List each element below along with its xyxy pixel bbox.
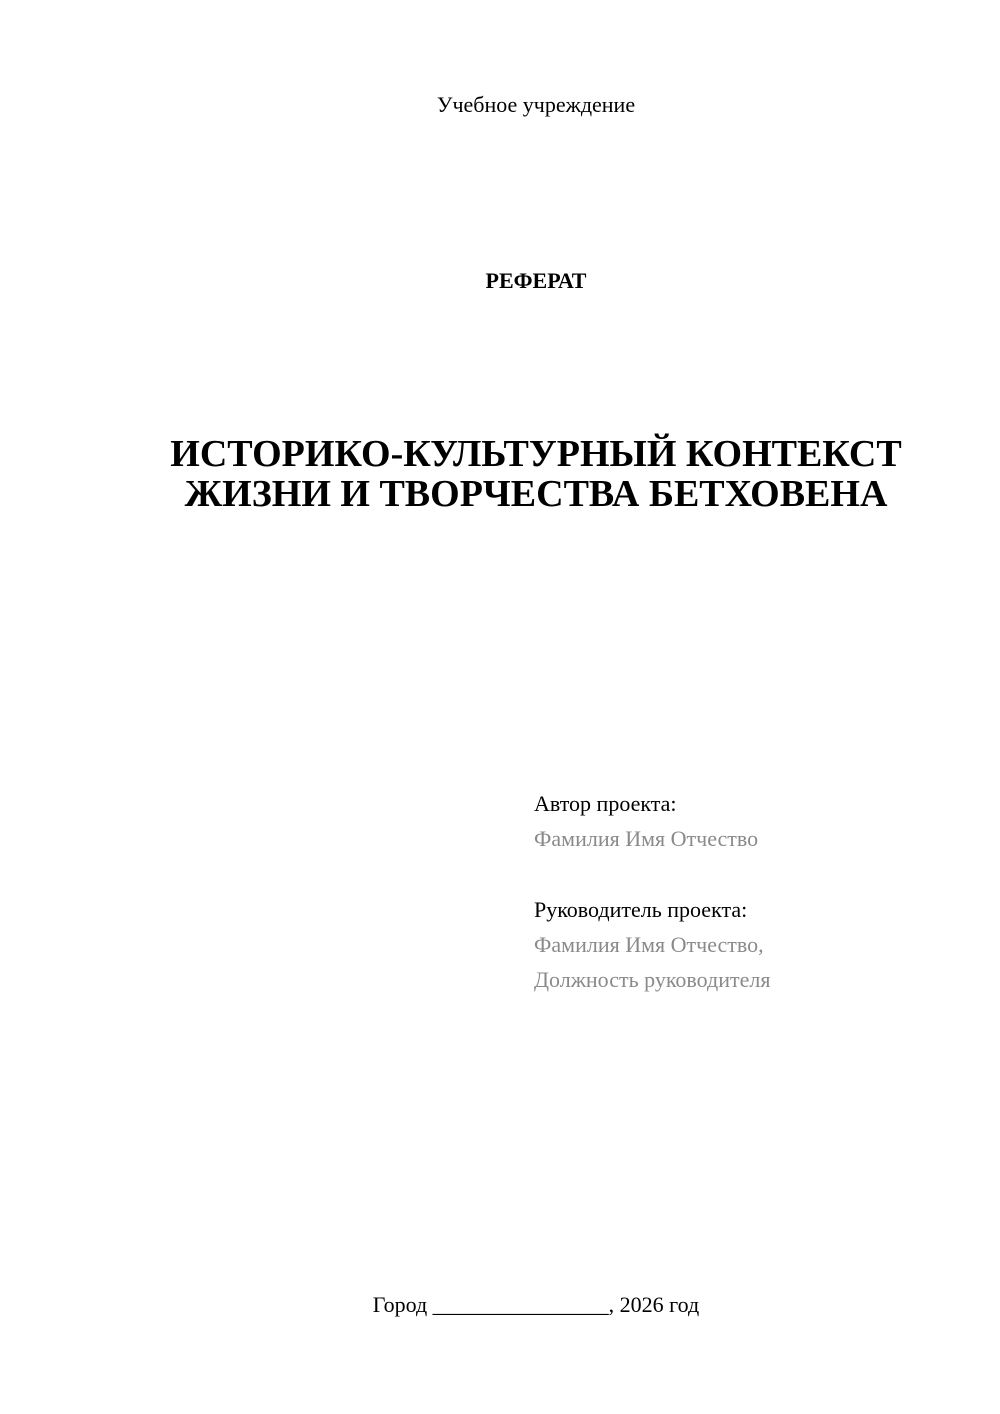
document-title-line-2: ЖИЗНИ И ТВОРЧЕСТВА БЕТХОВЕНА xyxy=(184,473,888,515)
supervisor-name-placeholder: Фамилия Имя Отчество, xyxy=(534,932,764,957)
supervisor-label: Руководитель проекта: xyxy=(534,897,748,922)
document-type-label: РЕФЕРАТ xyxy=(485,268,587,293)
supervisor-position-placeholder: Должность руководителя xyxy=(534,967,771,992)
author-name-placeholder: Фамилия Имя Отчество xyxy=(534,826,759,851)
author-label: Автор проекта: xyxy=(534,791,677,816)
institution-name: Учебное учреждение xyxy=(436,92,636,117)
project-people-block xyxy=(534,786,974,997)
document-title-line-1: ИСТОРИКО-КУЛЬТУРНЫЙ КОНТЕКСТ xyxy=(170,433,902,475)
document-title xyxy=(0,434,1000,514)
city-year-line: Город ________________, 2026 год xyxy=(372,1292,700,1317)
spacer xyxy=(534,856,974,892)
